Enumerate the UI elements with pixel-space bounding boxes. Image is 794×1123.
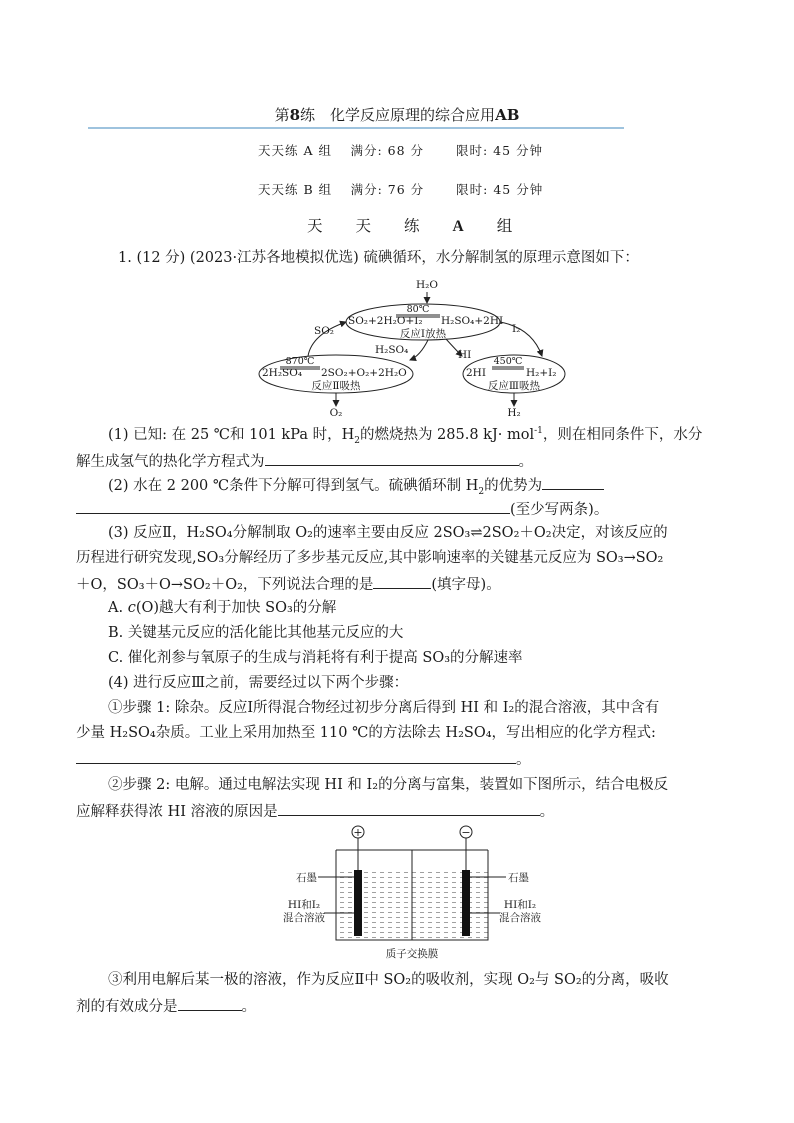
step2-line2 — [76, 800, 554, 822]
title-rule — [88, 127, 624, 129]
r2-right: 2SO₂+O₂+2H₂O — [321, 367, 407, 379]
option-a[interactable] — [108, 598, 336, 618]
option-c[interactable]: C. 催化剂参与氧原子的生成与消耗将有利于提高 SO₃的分解速率 — [108, 650, 523, 666]
r3-right: H₂+I₂ — [526, 367, 557, 379]
step1-line3 — [76, 748, 531, 770]
text: (2) 水在 2 200 ℃条件下分解可得到氢气。硫碘循环制 H — [108, 478, 479, 494]
solution-left-label1: HI和I₂ — [287, 899, 321, 911]
h2so4-label: H₂SO₄ — [375, 344, 409, 356]
so2-label: SO₂ — [314, 325, 335, 337]
answer-blank[interactable] — [265, 450, 519, 466]
title-ab: AB — [495, 106, 520, 124]
title-prefix: 第 — [274, 106, 290, 124]
solution-left-label2: 混合溶液 — [283, 912, 325, 924]
text: 解生成氢气的热化学方程式为 — [76, 454, 265, 470]
r3-cond: 450℃ — [493, 356, 523, 367]
group-char: 天 — [307, 217, 323, 235]
answer-blank[interactable] — [178, 995, 242, 1011]
r1-left: SO₂+2H₂O+I₂ — [348, 315, 423, 327]
text: 剂的有效成分是 — [76, 999, 178, 1015]
graphite-left-label: 石墨 — [296, 872, 317, 884]
part2-line1: (2) 水在 2 200 ℃条件下分解可得到氢气。硫碘循环制 $H_2$的优势为 — [108, 474, 604, 496]
solution-right-label1: HI和I₂ — [503, 899, 537, 911]
part3-line3 — [76, 573, 501, 595]
r1-cond: 80℃ — [406, 304, 430, 315]
i2-label: I₂ — [512, 323, 521, 335]
part3-line1: (3) 反应Ⅱ，H₂SO₄分解制取 O₂的速率主要由反应 2SO₃⇌2SO₂＋O₂决定，对该反应的 — [108, 525, 668, 541]
text: A. — [108, 600, 128, 616]
left-graphite-electrode — [354, 870, 362, 936]
text: 应解释获得浓 HI 溶液的原因是 — [76, 804, 278, 820]
part3-line2: 历程进行研究发现,SO₃分解经历了多步基元反应,其中影响速率的关键基元反应为 SO₃→SO₂ — [76, 550, 664, 566]
question-intro: 1. (12 分) (2023·江苏各地模拟优选) 硫碘循环，水分解制氢的原理示意图如下： — [118, 250, 639, 266]
text: 的燃烧热为 285.8 kJ· mol — [359, 427, 535, 443]
minus-sign: − — [461, 826, 471, 839]
answer-blank[interactable] — [278, 800, 540, 816]
r2-name: 反应Ⅱ吸热 — [311, 380, 361, 392]
solution-right-label2: 混合溶液 — [499, 912, 541, 924]
text: (1) 已知: 在 25 ℃和 101 kPa 时，H — [108, 427, 355, 443]
answer-blank[interactable] — [373, 573, 431, 589]
step2-line1: ②步骤 2: 电解。通过电解法实现 HI 和 I₂的分离与富集，装置如下图所示，结合电极反 — [108, 777, 669, 793]
hi-label: HI — [458, 349, 472, 361]
text: (O)越大有利于加快 SO₃的分解 — [135, 600, 337, 616]
r1-name: 反应Ⅰ放热 — [399, 328, 447, 340]
sulfur-iodine-cycle-diagram — [250, 276, 570, 418]
group-char: A — [452, 218, 464, 235]
graphite-right-label: 石墨 — [508, 872, 529, 884]
title-text: 练 化学反应原理的综合应用 — [300, 106, 496, 124]
r3-left: 2HI — [466, 367, 486, 379]
group-heading — [307, 214, 545, 236]
text: (至少写两条)。 — [510, 502, 609, 518]
membrane-label: 质子交换膜 — [385, 948, 439, 960]
option-b[interactable]: B. 关键基元反应的活化能比其他基元反应的大 — [108, 625, 404, 641]
answer-blank[interactable] — [76, 498, 510, 514]
text: c — [127, 600, 136, 616]
plus-sign: + — [353, 826, 363, 839]
text: 。 — [539, 804, 555, 820]
answer-blank[interactable] — [76, 748, 516, 764]
text: 。 — [516, 752, 531, 768]
part4-intro: (4) 进行反应Ⅲ之前，需要经过以下两个步骤： — [108, 675, 409, 691]
part1-line1: (1) 已知: 在 25 ℃和 101 kPa 时，$H_2$的燃烧热为 285.8 kJ· mol$^{-1}$，则在相同条件下，水分 — [108, 426, 703, 446]
group-char: 天 — [355, 217, 372, 235]
step3-line2 — [76, 995, 256, 1017]
r3-name: 反应Ⅲ吸热 — [487, 380, 541, 392]
text: 的优势为 — [484, 478, 543, 494]
part2-line2 — [76, 498, 608, 520]
text: ，则在相同条件下，水分 — [542, 427, 703, 443]
text: (填字母)。 — [431, 577, 501, 593]
r1-right: H₂SO₄+2HI — [441, 315, 504, 327]
o2-label: O₂ — [329, 407, 343, 418]
page-title — [0, 104, 794, 125]
group-char: 组 — [496, 217, 513, 235]
step1-line2: 少量 H₂SO₄杂质。工业上采用加热至 110 ℃的方法除去 H₂SO₄，写出相应的化学方程式: — [76, 725, 656, 741]
title-number: 8 — [289, 106, 301, 124]
part1-line2 — [76, 450, 533, 472]
step1-line1: ①步骤 1: 除杂。反应Ⅰ所得混合物经过初步分离后得到 HI 和 I₂的混合溶液，其中含有 — [108, 700, 660, 716]
electrolysis-cell-diagram — [276, 820, 546, 962]
text: 。 — [518, 454, 533, 470]
r2-cond: 870℃ — [285, 356, 315, 367]
h2o-label: H₂O — [416, 279, 438, 291]
answer-blank[interactable] — [542, 474, 604, 490]
h2-label: H₂ — [507, 407, 521, 418]
step3-line1: ③利用电解后某一极的溶液，作为反应Ⅱ中 SO₂的吸收剂，实现 O₂与 SO₂的分离，吸收 — [108, 972, 669, 988]
right-graphite-electrode — [462, 870, 470, 936]
r2-left: 2H₂SO₄ — [262, 367, 303, 379]
meta-b: 天天练 B 组 满分: 76 分 限时: 45 分钟 — [258, 182, 544, 197]
meta-a: 天天练 A 组 满分: 68 分 限时: 45 分钟 — [258, 143, 544, 158]
text: ＋O，SO₃＋O→SO₂＋O₂，下列说法合理的是 — [76, 577, 374, 593]
group-char: 练 — [404, 217, 420, 235]
text: 。 — [241, 999, 256, 1015]
